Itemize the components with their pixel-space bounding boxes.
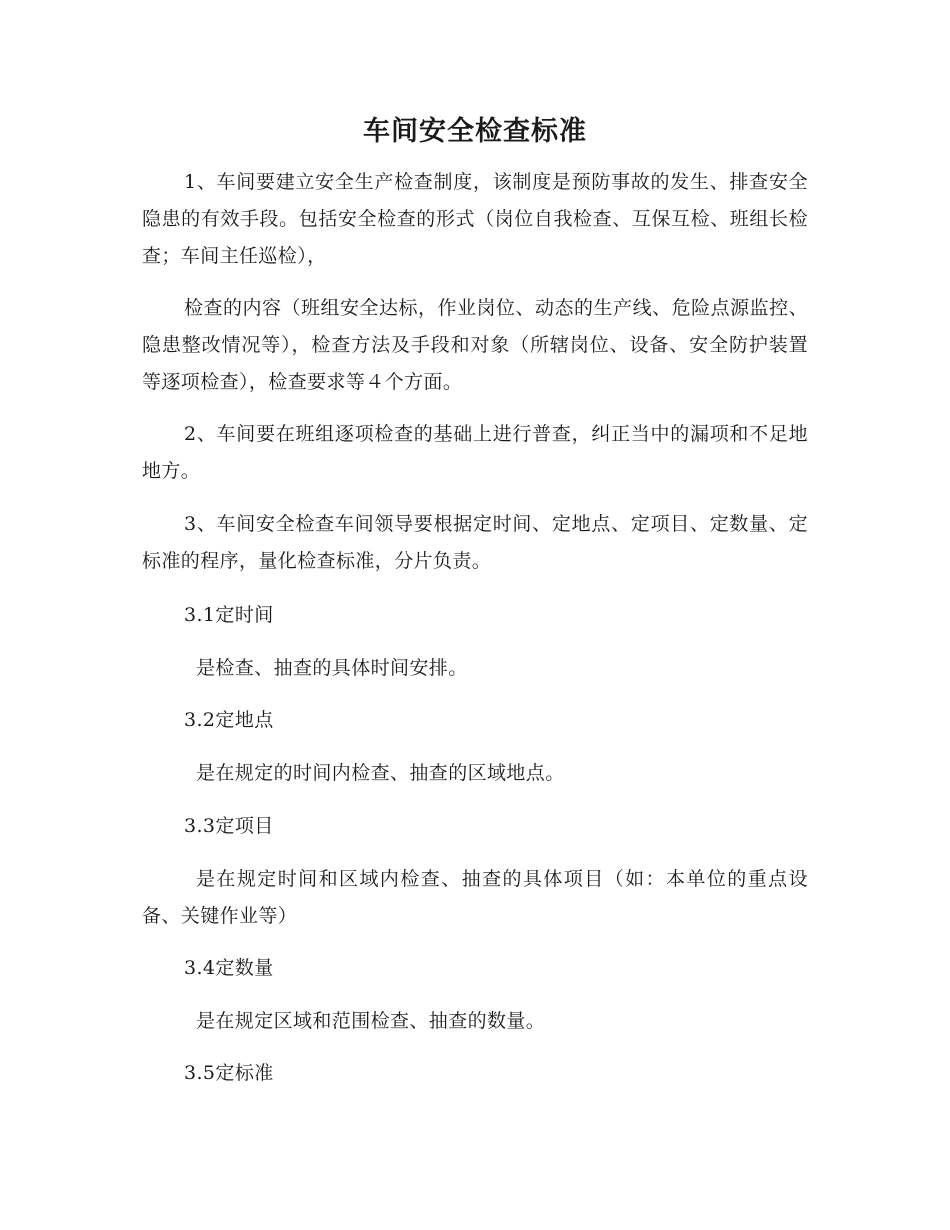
paragraph-3: 2、车间要在班组逐项检查的基础上进行普查，纠正当中的漏项和不足地地方。 [142,423,808,482]
section-body-3-2: 是在规定的时间内检查、抽查的区域地点。 [196,762,565,784]
section-heading-3-5: 3.5定标准 [184,1062,274,1084]
paragraph-1: 1、车间要建立安全生产检查制度，该制度是预防事故的发生、排查安全隐患的有效手段。包括安全检查的形式（岗位自我检查、互保互检、班组长检查；车间主任巡检）， [142,171,808,267]
section-body-3-3: 是在规定时间和区域内检查、抽查的具体项目（如：本单位的重点设备、关键作业等） [142,868,808,927]
paragraph-2: 检查的内容（班组安全达标，作业岗位、动态的生产线、危险点源监控、隐患整改情况等），检查方法及手段和对象（所辖岗位、设备、安全防护装置等逐项检查），检查要求等４个方面。 [142,297,808,393]
section-heading-3-1: 3.1定时间 [184,604,274,626]
section-heading-3-4: 3.4定数量 [184,957,274,979]
section-body-3-1: 是检查、抽查的具体时间安排。 [196,657,468,679]
paragraph-4: 3、车间安全检查车间领导要根据定时间、定地点、定项目、定数量、定标准的程序，量化检查标准，分片负责。 [142,513,808,572]
document-title: 车间安全检查标准 [363,116,587,147]
section-body-3-4: 是在规定区域和范围检查、抽查的数量。 [196,1010,546,1032]
section-heading-3-3: 3.3定项目 [184,815,274,837]
section-heading-3-2: 3.2定地点 [184,709,274,731]
